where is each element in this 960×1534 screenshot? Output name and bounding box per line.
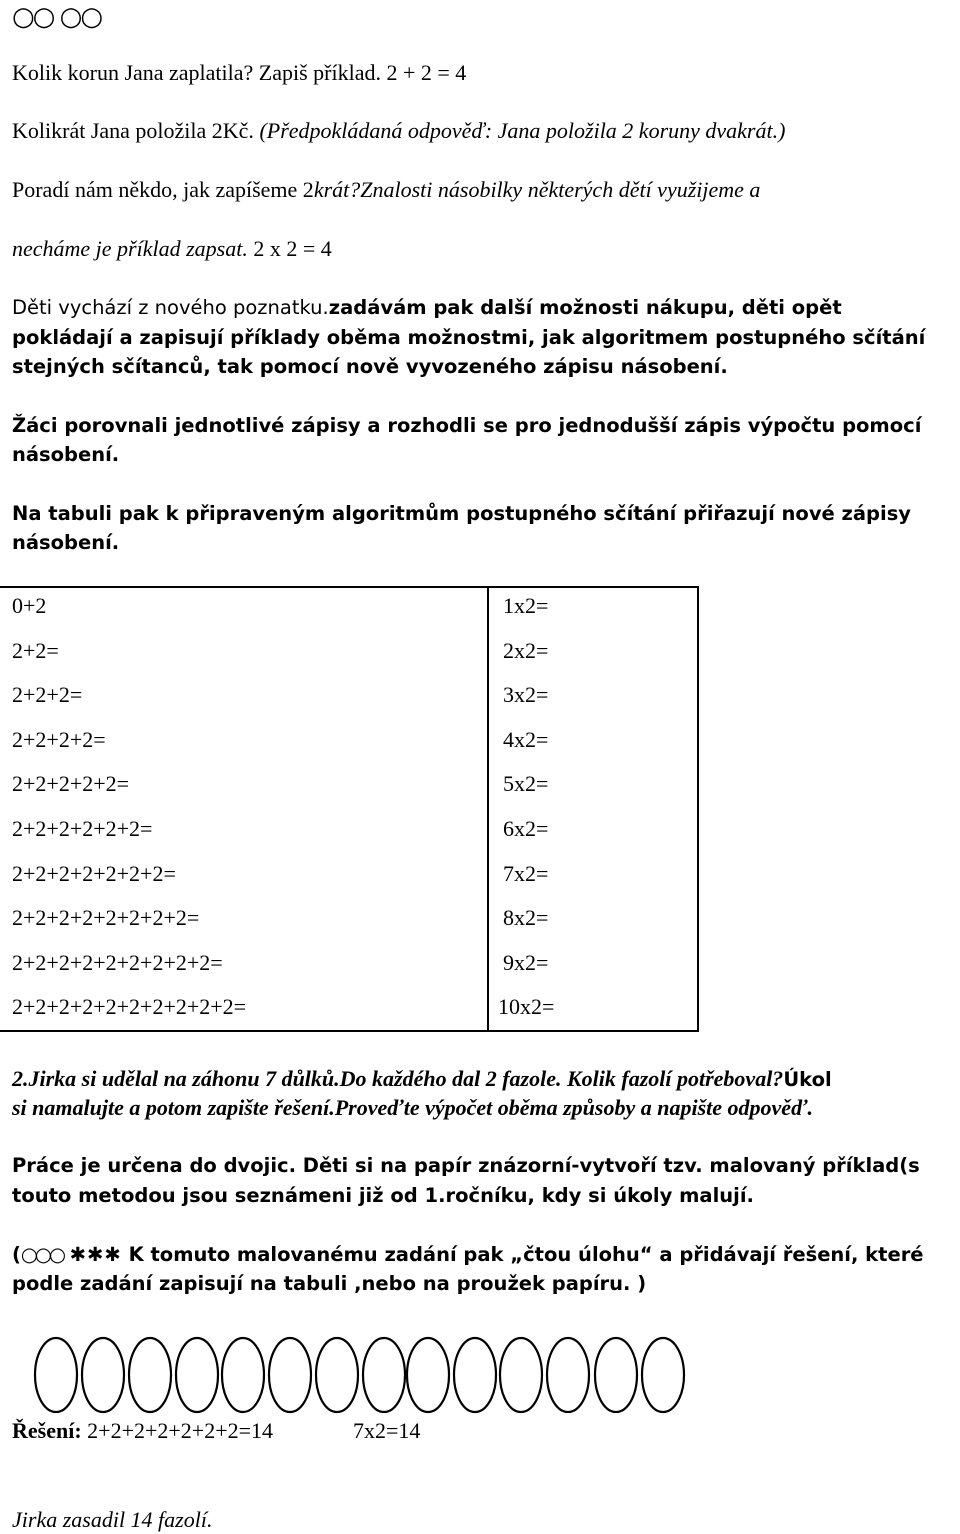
- pair-line-2: touto metodou jsou seznámeni již od 1.ročníku, kdy si úkoly malují.: [12, 1184, 754, 1207]
- table-cell-sum: 0+2: [12, 593, 47, 618]
- table-cell-product: 3x2=: [503, 682, 549, 708]
- table-cell-sum: 2+2+2+2+2+2=: [12, 816, 153, 841]
- bean-oval: [316, 1338, 358, 1412]
- line-4-italic: necháme je příklad zapsat.: [12, 236, 254, 261]
- task2-line-1: [12, 1066, 832, 1092]
- table-cell-sum: 2+2=: [12, 637, 59, 663]
- answer: Jirka zasadil 14 fazolí.: [12, 1507, 213, 1532]
- bean-oval: [547, 1338, 589, 1412]
- line-6: pokládají a zapisují příklady oběma možnostmi, jak algoritmem postupného sčítání: [12, 326, 926, 349]
- bean-oval: [454, 1338, 496, 1412]
- task2-instruction-a: si namalujte a potom zapište řešení.: [12, 1095, 335, 1120]
- table-cell-sum: 2+2+2+2+2+2+2+2=: [12, 905, 200, 931]
- bean-oval: [222, 1338, 264, 1412]
- line-10: Na tabuli pak k připraveným algoritmům postupného sčítání přiřazují nové zápisy: [12, 502, 912, 525]
- bean-oval: [642, 1338, 684, 1412]
- paren-line-1: [12, 1243, 924, 1266]
- table-cell-product: 4x2=: [503, 726, 549, 752]
- solution-line: [12, 1418, 273, 1444]
- table-cell-product: 7x2=: [503, 860, 549, 886]
- table-cell-sum: 2+2+2+2+2+2+2+2+2=: [12, 949, 223, 975]
- table-cell-product: 1x2=: [503, 593, 549, 618]
- table-cell-sum: 2+2+2+2+2+2+2+2+2+2=: [12, 994, 247, 1020]
- top-symbols: ○○ ○○: [12, 2, 102, 32]
- table-cell-sum: 2+2+2+2+2=: [12, 771, 130, 797]
- line-5-plain: Děti vychází z nového poznatku.: [12, 296, 329, 319]
- line-5-bold: zadávám pak další možnosti nákupu, děti opět: [328, 296, 842, 319]
- table-cell-sum: 2+2+2+2+2+2+2=: [12, 860, 176, 886]
- solution-expr-sum: 2+2+2+2+2+2+2=14: [81, 1418, 274, 1443]
- bean-oval: [269, 1338, 311, 1412]
- line-11: násobení.: [12, 531, 120, 554]
- table-cell-product: 5x2=: [503, 771, 549, 797]
- bean-oval: [35, 1338, 77, 1412]
- pair-line-1: Práce je určena do dvojic. Děti si na papír znázorní-vytvoří tzv. malovaný příklad(s: [12, 1154, 920, 1177]
- bean-ovals-drawing: [0, 1332, 960, 1422]
- table-cell-product: 2x2=: [503, 637, 549, 663]
- line-8: Žáci porovnali jednotlivé zápisy a rozhodli se pro jednodušší zápis výpočtu pomocí: [12, 414, 922, 437]
- line-5: [12, 296, 842, 319]
- line-2-italic: (Předpokládaná odpověď: Jana položila 2 koruny dvakrát.): [259, 118, 786, 143]
- line-4: [12, 236, 332, 262]
- table-divider: [487, 588, 489, 1030]
- paren-line-2: podle zadání zapisují na tabuli ,nebo na proužek papíru. ): [12, 1272, 647, 1295]
- paren-text: K tomuto malovanému zadání pak „čtou úlohu“ a přidávají řešení, které: [121, 1243, 924, 1266]
- bean-oval: [176, 1338, 218, 1412]
- line-3: [12, 177, 760, 203]
- solution-label: Řešení:: [12, 1418, 82, 1443]
- line-3-italic: krát?Znalosti násobilky některých dětí využijeme a: [313, 177, 761, 202]
- table-cell-product: 9x2=: [503, 949, 549, 975]
- solution-expr-mult: 7x2=14: [353, 1418, 421, 1443]
- line-3-plain: Poradí nám někdo, jak zapíšeme 2: [12, 177, 314, 202]
- bean-oval: [129, 1338, 171, 1412]
- line-9: násobení.: [12, 443, 120, 466]
- task2-line-2: [12, 1095, 813, 1121]
- paren-stars-icon: ✱✱✱: [69, 1243, 122, 1266]
- bean-oval: [595, 1338, 637, 1412]
- table-cell-sum: 2+2+2+2=: [12, 726, 106, 752]
- bean-oval: [407, 1338, 449, 1412]
- bean-oval: [82, 1338, 124, 1412]
- bean-oval: [363, 1338, 405, 1412]
- line-7: stejných sčítanců, tak pomocí nově vyvozeného zápisu násobení.: [12, 355, 728, 378]
- task2-question: 2.Jirka si udělal na záhonu 7 důlků.Do každého dal 2 fazole. Kolik fazolí potřeboval?: [12, 1066, 784, 1091]
- paren-circles-icon: ○○○: [20, 1243, 63, 1266]
- line-2: [12, 118, 785, 144]
- task2-ukol: Úkol: [783, 1068, 832, 1091]
- bean-oval: [500, 1338, 542, 1412]
- table-cell-product: 10x2=: [498, 994, 555, 1020]
- table-cell-sum: 2+2+2=: [12, 682, 83, 708]
- table-cell-product: 8x2=: [503, 905, 549, 931]
- task2-instruction-b: Proveďte výpočet oběma způsoby a napište odpověď.: [334, 1095, 814, 1120]
- line-4-plain: 2 x 2 = 4: [253, 236, 332, 261]
- table-cell-product: 6x2=: [503, 816, 549, 841]
- sum-multiplication-table: [0, 586, 699, 1032]
- line-1: Kolik korun Jana zaplatila? Zapiš příklad. 2 + 2 = 4: [12, 60, 467, 85]
- line-2-plain: Kolikrát Jana položila 2Kč.: [12, 118, 260, 143]
- paren-open: (: [12, 1243, 21, 1266]
